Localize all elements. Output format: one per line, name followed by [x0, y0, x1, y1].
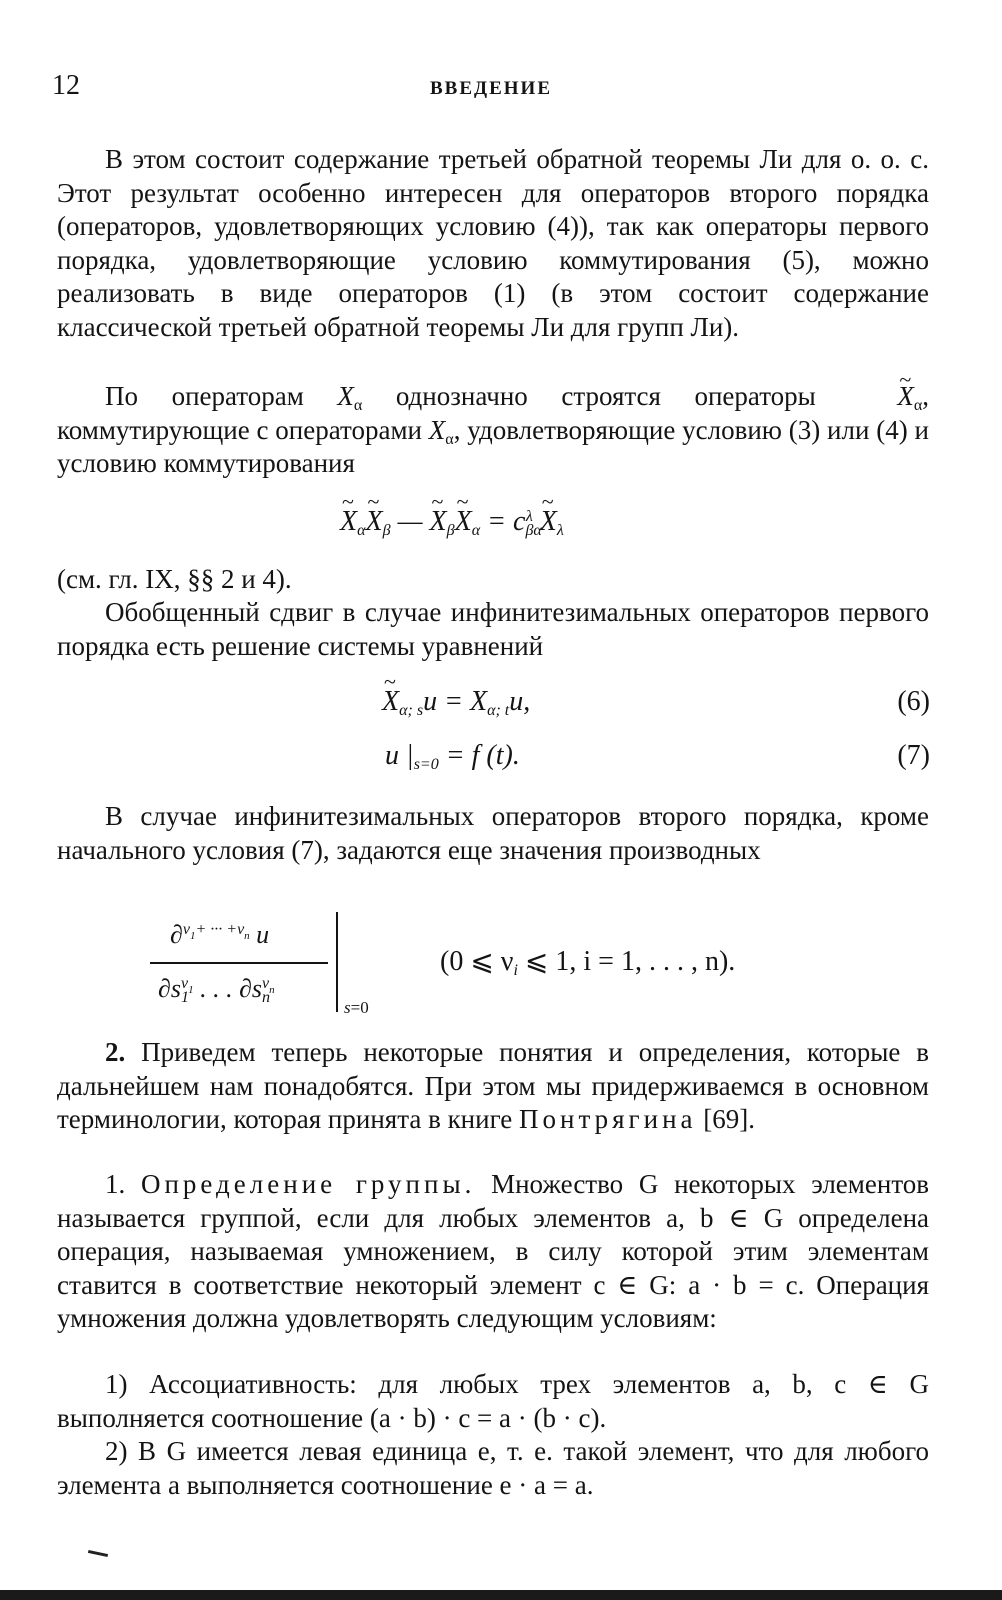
print-mark [88, 1550, 108, 1557]
scan-edge [0, 1590, 1002, 1600]
equation-6: ~ $X_{\alpha; s}u = X_{\alpha; t}u$, [382, 686, 530, 718]
running-header [52, 70, 930, 110]
book-page: 12 ВВЕДЕНИЕ В этом состоит содержание третьей обратной теоремы Ли для о. о. с. Этот результат особенно интересен для операторов второго порядка (операторов, удовлетворяющих условию (4)), так как операторы первого порядка, удовлетворяющие условию коммутирования (5), можно реализовать в виде операторов (1) (в этом состоит содержание классической третьей обратной теоремы Ли для групп Ли). По операторам $X_\alpha$ однозначно строятся операторы ~ $X_\alpha$, коммутирующие с операторами $X_\alpha$, удовлетворяющие условию (3) или (4) и условию коммутирования ~ $X_\alpha\sim$ $X_\beta$ — ~ $X_\beta\sim$ $X_\alpha = c_{\beta\alpha}^\lambda$ ~ $X_\lambda$ (см. гл. IX, §§ 2 и 4). Обобщенный сдвиг в случае инфинитезимальных операторов первого порядка есть решение системы уравнений ~ $X_{\alpha; s}u = X_{\alpha; t}u$, (6) u $|_{s=0} = f$ (t). (7) В случае инфинитезимальных операторов второго порядка, кроме начального условия (7), задаются еще значения производных ∂$^{\nu_1+ \cdot\cdot\cdot +\nu_n}$ u $\partial s_1^{\nu_1}$ . . . $\partial s_n^{\nu_n}$ s=0 (0 ⩽ $\nu_i$ ⩽ 1, i = 1, . . . , n). 2. Приведем теперь некоторые понятия и определения, которые в дальнейшем нам понадобятся. При этом мы придерживаемся в основном терминологии, которая принята в книге Понтрягина [69]. 1. Определение группы. Множество G некоторых элементов называется группой, если для любых элементов a, b ∈ G определена операция, называемая умножением, в силу которой этим элементам ставится в соответствие некоторый элемент c ∈ G: a · b = c. Операция умножения должна удовлетворять следующим условиям: 1) Ассоциативность: для любых трех элементов a, b, c ∈ G выполняется соотношение (a · b) · c = a · (b · c). 2) В G имеется левая единица e, т. е. такой элемент, что для любого элемента a выполняется соотношение e · a = a. [0, 0, 1002, 1600]
paragraph-group-definition: 1. Определение группы. Множество G некоторых элементов называется группой, если для любых элементов a, b ∈ G определена операция, называемая умножением, в силу которой этим элементам ставится в соответствие некоторый элемент c ∈ G: a · b = c. Операция умножения должна удовлетворять следующим условиям: [57, 1169, 930, 1333]
paragraph-second-order: В случае инфинитезимальных операторов второго порядка, кроме начального условия (7), задаются еще значения производных [57, 801, 929, 865]
page-number: 12 [52, 70, 80, 101]
paragraph-section-2: 2. Приведем теперь некоторые понятия и определения, которые в дальнейшем нам понадобятся. При этом мы придерживаемся в основном терминологии, которая принята в книге Понтрягина [69]. [57, 1037, 929, 1134]
paragraph-left-identity: 2) В G имеется левая единица e, т. е. такой элемент, что для любого элемента a выполняется соотношение e · a = a. [57, 1436, 929, 1500]
section-number: 2. [105, 1037, 126, 1067]
index-condition: (0 ⩽ $\nu_i$ ⩽ 1, i = 1, . . . , n). [440, 946, 736, 979]
definition-term: Определение группы. [140, 1169, 476, 1199]
author-name: Понтрягина [519, 1104, 697, 1134]
equation-number-7: (7) [897, 740, 930, 771]
commutation-formula: ~ $X_\alpha\sim$ $X_\beta$ — ~ $X_\beta\sim$ $X_\alpha = c_{\beta\alpha}^\lambda$ ~ $X_\lambda$ [340, 506, 564, 538]
equation-number-6: (6) [897, 686, 930, 717]
paragraph-generalized-shift: Обобщенный сдвиг в случае инфинитезимальных операторов первого порядка есть решение системы уравнений [57, 597, 929, 661]
paragraph-operators: По операторам $X_\alpha$ однозначно строятся операторы ~ $X_\alpha$, коммутирующие с операторами $X_\alpha$, удовлетворяющие условию (3) или (4) и условию коммутирования [57, 380, 929, 481]
equation-7: u $|_{s=0} = f$ (t). [385, 740, 520, 773]
running-title: ВВЕДЕНИЕ [430, 78, 552, 99]
paragraph-lie-theorem: В этом состоит содержание третьей обратной теоремы Ли для о. о. с. Этот результат особенно интересен для операторов второго порядка (операторов, удовлетворяющих условию (4)), так как операторы первого порядка, удовлетворяющие условию коммутирования (5), можно реализовать в виде операторов (1) (в этом состоит содержание классической третьей обратной теоремы Ли для групп Ли). [57, 144, 929, 342]
paragraph-reference: (см. гл. IX, §§ 2 и 4). [57, 564, 292, 594]
paragraph-associativity: 1) Ассоциативность: для любых трех элементов a, b, c ∈ G выполняется соотношение (a · b) · c = a · (b · c). [57, 1369, 929, 1433]
